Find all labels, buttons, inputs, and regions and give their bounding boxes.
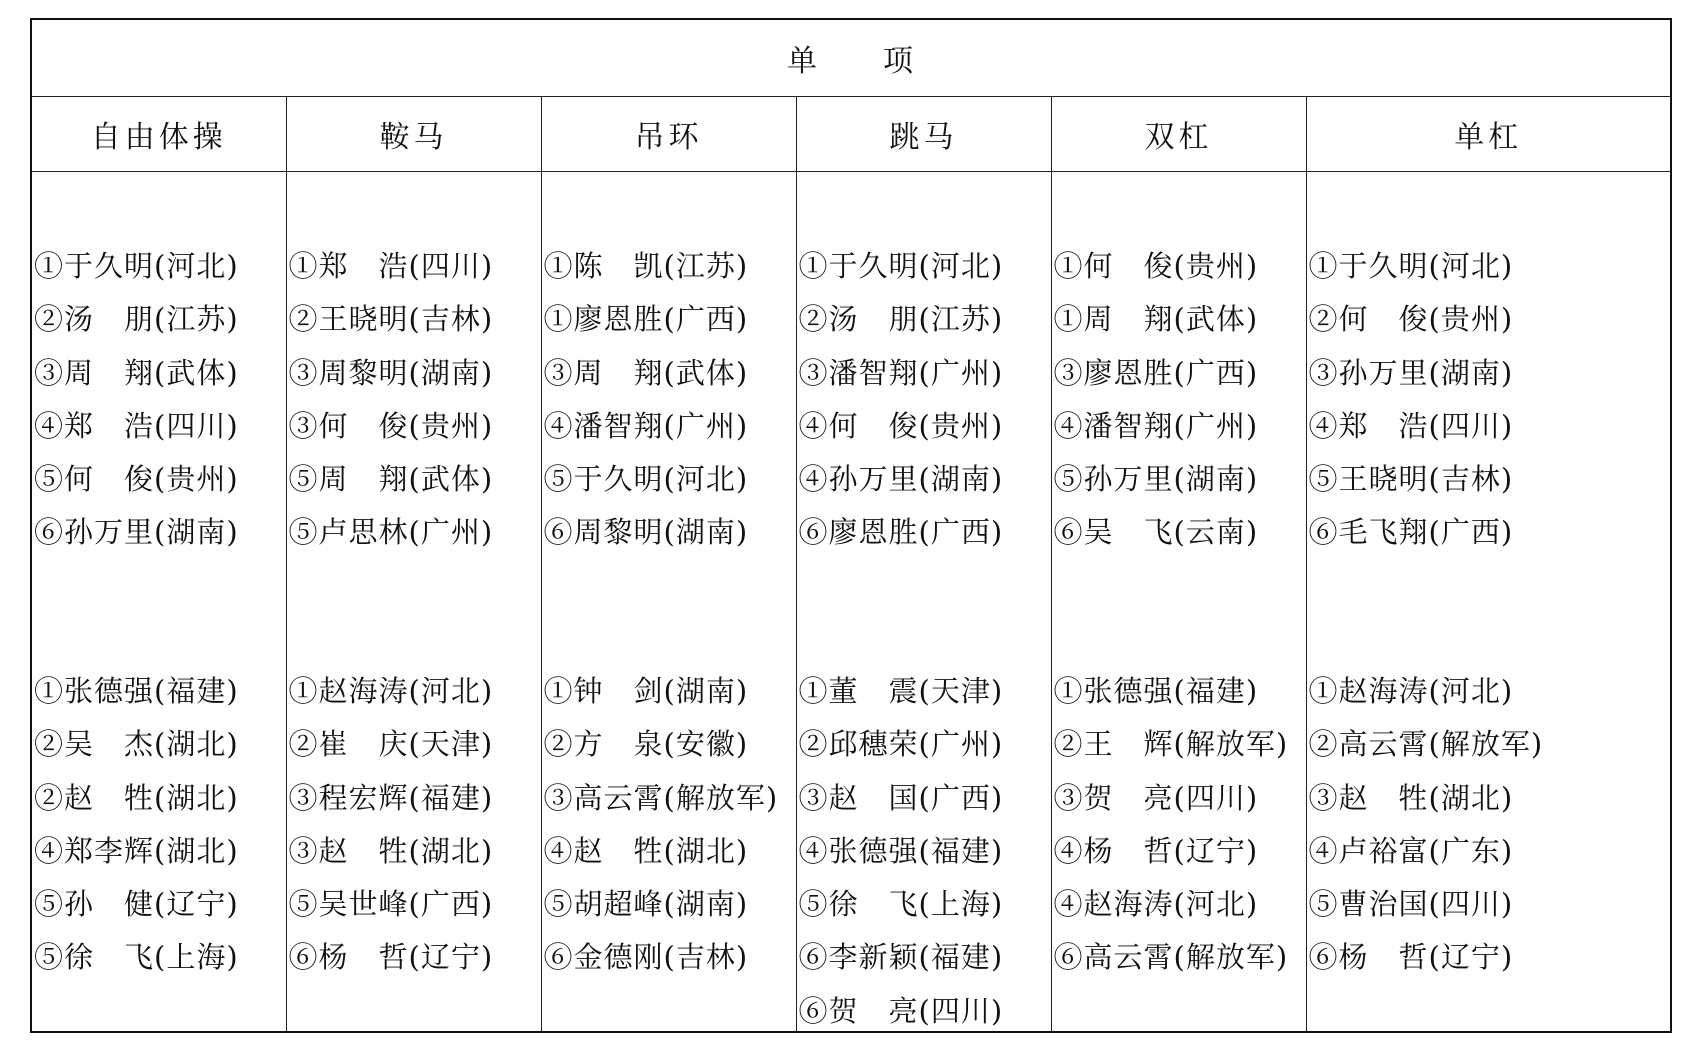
ranking-entry: ④卢裕富(广东) <box>1308 833 1514 868</box>
ranking-entry: ⑥杨 哲(辽宁) <box>288 940 494 975</box>
event-header: 双杠 <box>1051 97 1306 172</box>
ranking-entry: ①赵海涛(河北) <box>288 674 494 708</box>
ranking-entry: ②崔 庆(天津) <box>288 727 494 762</box>
ranking-entry: ⑥高云霄(解放军) <box>1053 940 1289 975</box>
ranking-entry: ⑥周黎明(湖南) <box>543 515 749 550</box>
ranking-entry: ⑥李新颖(福建) <box>798 940 1004 975</box>
event-column <box>541 172 796 1033</box>
ranking-entry: ⑤周 翔(武体) <box>288 462 494 497</box>
results-table <box>30 18 1672 1033</box>
event-header: 自由体操 <box>31 97 286 172</box>
table-title: 单 项 <box>787 44 916 79</box>
ranking-entry: ③廖恩胜(广西) <box>1053 355 1259 390</box>
ranking-entry: ②何 俊(贵州) <box>1308 302 1514 337</box>
ranking-entry: ①于久明(河北) <box>1308 249 1514 283</box>
ranking-entry: ⑤孙 健(辽宁) <box>34 887 239 922</box>
ranking-entry: ④郑李辉(湖北) <box>34 833 239 868</box>
ranking-entry: ③程宏辉(福建) <box>288 780 494 815</box>
ranking-entry: ③周黎明(湖南) <box>288 355 494 390</box>
ranking-entry: ⑤孙万里(湖南) <box>1053 462 1259 497</box>
ranking-entry: ③周 翔(武体) <box>543 355 749 390</box>
ranking-entry: ⑤何 俊(贵州) <box>34 462 239 497</box>
ranking-entry: ④郑 浩(四川) <box>34 408 239 443</box>
ranking-entry: ③赵 国(广西) <box>798 780 1004 815</box>
ranking-entry: ③潘智翔(广州) <box>798 355 1004 390</box>
ranking-group-b <box>289 665 541 985</box>
ranking-entry: ①赵海涛(河北) <box>1308 674 1514 708</box>
ranking-entry: ①于久明(河北) <box>34 249 239 283</box>
ranking-entry: ③高云霄(解放军) <box>543 780 779 815</box>
event-header: 吊环 <box>541 97 796 172</box>
ranking-entry: ⑤曹治国(四川) <box>1308 887 1514 922</box>
ranking-group-a <box>34 240 286 560</box>
ranking-group-a <box>1309 240 1671 560</box>
ranking-entry: ②方 泉(安徽) <box>543 727 749 762</box>
ranking-group-a <box>289 240 541 560</box>
ranking-entry: ⑤王晓明(吉林) <box>1308 462 1514 497</box>
event-column <box>1306 172 1671 1033</box>
ranking-entry: ①廖恩胜(广西) <box>543 302 749 337</box>
ranking-group-b <box>1309 665 1671 985</box>
ranking-group-a <box>799 240 1051 560</box>
ranking-entry: ⑥杨 哲(辽宁) <box>1308 940 1514 975</box>
ranking-entry: ③孙万里(湖南) <box>1308 355 1514 390</box>
ranking-entry: ④张德强(福建) <box>798 833 1004 868</box>
ranking-entry: ⑤吴世峰(广西) <box>288 887 494 922</box>
ranking-entry: ③赵 牲(湖北) <box>1308 780 1514 815</box>
ranking-entry: ④赵 牲(湖北) <box>543 833 749 868</box>
event-column <box>286 172 541 1033</box>
ranking-entry: ③赵 牲(湖北) <box>288 833 494 868</box>
ranking-entry: ⑥吴 飞(云南) <box>1053 515 1259 550</box>
ranking-entry: ④孙万里(湖南) <box>798 462 1004 497</box>
ranking-entry: ②赵 牲(湖北) <box>34 780 239 815</box>
ranking-entry: ④郑 浩(四川) <box>1308 408 1514 443</box>
ranking-entry: ③何 俊(贵州) <box>288 408 494 443</box>
ranking-entry: ④杨 哲(辽宁) <box>1053 833 1259 868</box>
ranking-entry: ①董 震(天津) <box>798 674 1004 708</box>
ranking-entry: ①张德强(福建) <box>1053 674 1259 708</box>
ranking-entry: ③贺 亮(四川) <box>1053 780 1259 815</box>
ranking-entry: ⑤徐 飞(上海) <box>798 887 1004 922</box>
ranking-entry: ⑤卢思林(广州) <box>288 515 494 550</box>
ranking-group-a <box>1054 240 1306 560</box>
ranking-entry: ④何 俊(贵州) <box>798 408 1004 443</box>
ranking-group-a <box>544 240 796 560</box>
ranking-entry: ⑤胡超峰(湖南) <box>543 887 749 922</box>
event-column <box>1051 172 1306 1033</box>
event-header: 跳马 <box>796 97 1051 172</box>
ranking-entry: ①何 俊(贵州) <box>1053 249 1259 283</box>
ranking-entry: ①于久明(河北) <box>798 249 1004 283</box>
ranking-group-b <box>799 665 1051 1038</box>
ranking-entry: ⑥金德刚(吉林) <box>543 940 749 975</box>
event-header-row <box>31 97 1671 172</box>
ranking-entry: ①陈 凯(江苏) <box>543 249 749 283</box>
event-header: 鞍马 <box>286 97 541 172</box>
ranking-entry: ⑥毛飞翔(广西) <box>1308 515 1514 550</box>
ranking-entry: ②王 辉(解放军) <box>1053 727 1289 762</box>
ranking-entry: ⑤徐 飞(上海) <box>34 940 239 975</box>
ranking-group-b <box>544 665 796 985</box>
table-title-cell <box>31 19 1671 97</box>
ranking-entry: ①周 翔(武体) <box>1053 302 1259 337</box>
ranking-group-b <box>34 665 286 985</box>
ranking-entry: ②高云霄(解放军) <box>1308 727 1544 762</box>
ranking-entry: ⑥孙万里(湖南) <box>34 515 239 550</box>
event-header: 单杠 <box>1306 97 1671 172</box>
event-column <box>796 172 1051 1033</box>
ranking-entry: ②汤 朋(江苏) <box>34 302 239 337</box>
event-column <box>31 172 286 1033</box>
ranking-entry: ②吴 杰(湖北) <box>34 727 239 762</box>
ranking-entry: ②汤 朋(江苏) <box>798 302 1004 337</box>
ranking-entry: ③周 翔(武体) <box>34 355 239 390</box>
ranking-entry: ④潘智翔(广州) <box>1053 408 1259 443</box>
ranking-entry: ②邱穗荣(广州) <box>798 727 1004 762</box>
ranking-entry: ①钟 剑(湖南) <box>543 674 749 708</box>
ranking-entry: ①张德强(福建) <box>34 674 239 708</box>
ranking-entry: ④赵海涛(河北) <box>1053 887 1259 922</box>
ranking-entry: ②王晓明(吉林) <box>288 302 494 337</box>
ranking-entry: ①郑 浩(四川) <box>288 249 494 283</box>
ranking-entry: ⑤于久明(河北) <box>543 462 749 497</box>
ranking-entry: ⑥贺 亮(四川) <box>798 993 1004 1028</box>
ranking-entry: ④潘智翔(广州) <box>543 408 749 443</box>
ranking-group-b <box>1054 665 1306 985</box>
ranking-entry: ⑥廖恩胜(广西) <box>798 515 1004 550</box>
results-row <box>31 172 1671 1033</box>
